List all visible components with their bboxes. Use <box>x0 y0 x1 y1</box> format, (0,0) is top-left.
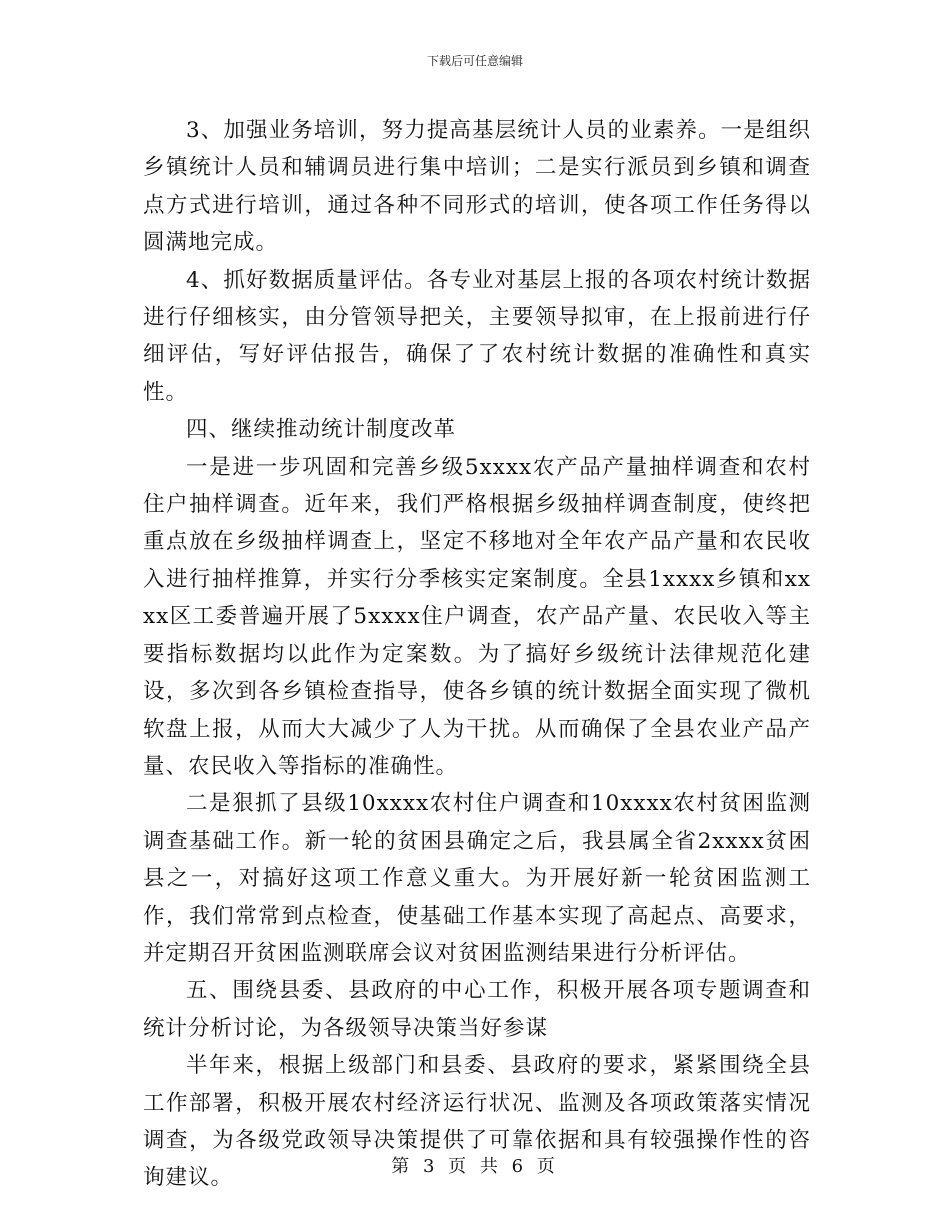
paragraph-training: 3、加强业务培训，努力提高基层统计人员的业素养。一是组织乡镇统计人员和辅调员进行集中培训；二是实行派员到乡镇和调查点方式进行培训，通过各种不同形式的培训，使各项工作任务得以圆满地完成。 <box>143 118 811 256</box>
page-number: 第 3 页 共 6 页 <box>391 1156 559 1177</box>
section-heading-reform: 四、继续推动统计制度改革 <box>186 417 457 443</box>
paragraph-sampling-survey: 一是进一步巩固和完善乡级5xxxx农产品产量抽样调查和农村住户抽样调查。近年来，我们严格根据乡级抽样调查制度，使终把重点放在乡级抽样调查上，坚定不移地对全年农产品产量和农民收入进行抽样推算，并实行分季核实定案制度。全县1xxxx乡镇和xxxx区工委普遍开展了5xxxx住户调查，农产品产量、农民收入等主要指标数据均以此作为定案数。为了搞好乡级统计法律规范化建设，多次到各乡镇检查指导，使各乡镇的统计数据全面实现了微机软盘上报，从而大大减少了人为干扰。从而确保了全县农业产品产量、农民收入等指标的准确性。 <box>143 454 811 779</box>
paragraph-data-quality: 4、抓好数据质量评估。各专业对基层上报的各项农村统计数据进行仔细核实，由分管领导把关，主要领导拟审，在上报前进行仔细评估，写好评估报告，确保了了农村统计数据的准确性和真实性。 <box>143 267 811 405</box>
paragraph-poverty-monitoring: 二是狠抓了县级10xxxx农村住户调查和10xxxx农村贫困监测调查基础工作。新一轮的贫困县确定之后，我县属全省2xxxx贫困县之一，对搞好这项工作意义重大。为开展好新一轮贫困监测工作，我们常常到点检查，使基础工作基本实现了高起点、高要求，并定期召开贫困监测联席会议对贫困监测结果进行分析评估。 <box>143 791 811 966</box>
document-body <box>143 112 811 1197</box>
paragraph-half-year: 半年来，根据上级部门和县委、县政府的要求，紧紧围绕全县工作部署，积极开展农村经济运行状况、监测及各项政策落实情况调查，为各级党政领导决策提供了可靠依据和具有较强操作性的咨询建议。 <box>143 1053 811 1191</box>
page-header: 下载后可任意编辑 <box>426 54 523 68</box>
section-heading-special-surveys: 五、围绕县委、县政府的中心工作，积极开展各项专题调查和统计分析讨论，为各级领导决策当好参谋 <box>143 978 811 1041</box>
